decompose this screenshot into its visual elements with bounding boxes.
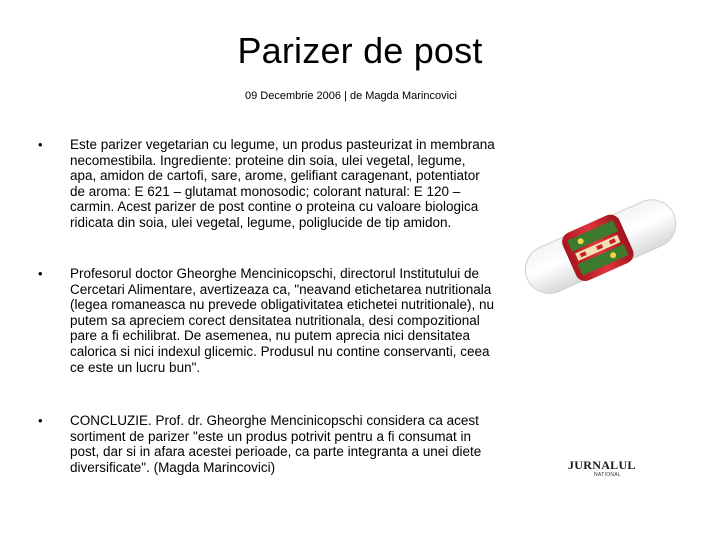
product-image (512, 182, 682, 310)
logo-name: JURNALUL (568, 458, 636, 472)
page-title: Parizer de post (237, 30, 483, 71)
logo-subtitle: NATIONAL (594, 472, 622, 478)
bullet-marker: • (38, 137, 43, 152)
bullet-marker: • (38, 413, 43, 428)
bullet-marker: • (38, 266, 43, 281)
bullet-expert-opinion: Profesorul doctor Gheorghe Mencinicopschi, directorul Institutului de Cercetari Alimentare, avertizeaza ca, "neavand etichetarea nutritionala (legea romaneasca nu prevede obligativitatea etichetei nutritionale), nu putem sa apreciem corect densitatea nutritionala, desi compozitional pare a fi echilibrat. De asemenea, nu putem aprecia nici densitatea calorica si nici indexul glicemic. Produsul nu contine conservanti, ceea ce este un lucru bun". (70, 266, 495, 375)
salami-illustration (512, 182, 682, 310)
jurnalul-logo (568, 458, 636, 480)
bullet-conclusion: CONCLUZIE. Prof. dr. Gheorghe Mencinicopschi considera ca acest sortiment de parizer "este un produs potrivit pentru a fi consumat in post, dar si in afara acestei perioade, ca parte integranta a unei diete diversificate". (Magda Marincovici) (70, 413, 482, 475)
byline: 09 Decembrie 2006 | de Magda Marincovici (245, 90, 457, 102)
bullet-ingredients: Este parizer vegetarian cu legume, un produs pasteurizat in membrana necomestibila. Ingrediente: proteine din soia, ulei vegetal, legume, apa, amidon de cartofi, sare, arome, gelifiant caragenant, potentiator de aroma: E 621 – glutamat monosodic; colorant natural: E 120 – carmin. Acest parizer de post contine o proteina cu valoare biologica ridicata din soia, ulei vegetal, legume, poliglucide de tip amidon. (70, 137, 495, 230)
